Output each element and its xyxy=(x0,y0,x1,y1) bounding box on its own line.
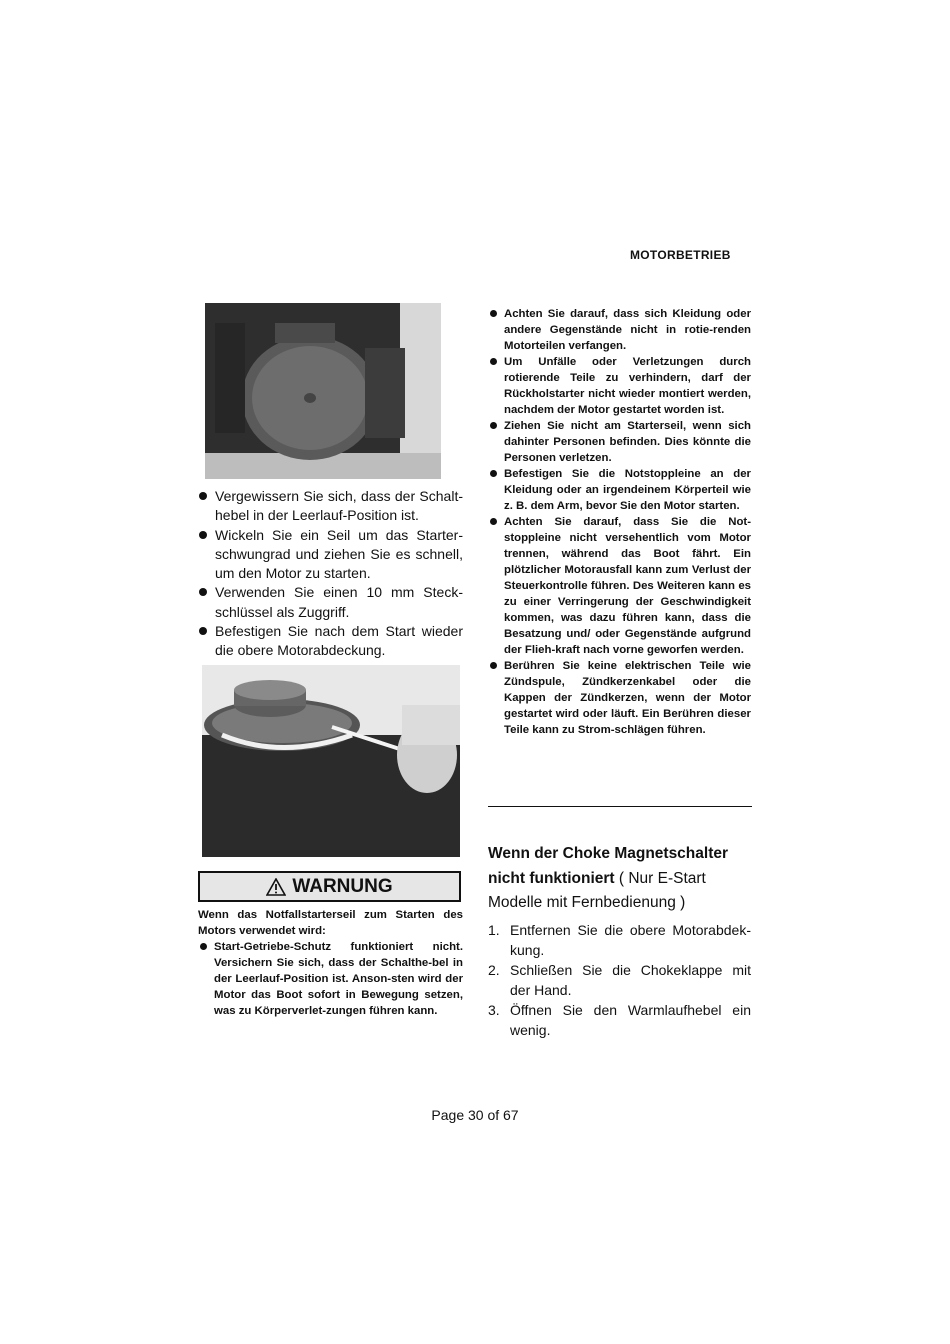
subsection-note: ( Nur E-Start Modelle mit Fernbedienung ) xyxy=(488,869,706,911)
list-item: Berühren Sie keine elektrischen Teile wie Zündspule, Zündkerzenkabel oder die Kappen der Zündkerzen, wenn der Motor gestartet wird oder läuft. Ein Berühren dieser Teile kann zu Strom-schlägen führen. xyxy=(488,658,751,738)
list-item: Um Unfälle oder Verletzungen durch rotierende Teile zu verhindern, darf der Rückholstarter nicht wieder montiert werden, nachdem der Motor gestartet worden ist. xyxy=(488,354,751,418)
list-item: Ziehen Sie nicht am Starterseil, wenn sich dahinter Personen befinden. Dies könnte die Personen verletzen. xyxy=(488,418,751,466)
list-item: 3. Öffnen Sie den Warmlaufhebel ein wenig. xyxy=(488,1002,751,1038)
list-item: Vergewissern Sie sich, dass der Schalt-hebel in der Leerlauf-Position ist. xyxy=(198,487,463,526)
starter-rope-photo xyxy=(202,665,460,857)
step-number: 3. xyxy=(488,1002,500,1018)
bullet-icon xyxy=(490,662,497,669)
list-item: Befestigen Sie die Notstoppleine an der Kleidung oder an irgendeinem Körperteil wie z. B. dem Arm, bevor Sie den Motor starten. xyxy=(488,466,751,514)
list-item: Achten Sie darauf, dass Sie die Not-stoppleine nicht versehentlich vom Motor trennen, während das Boot fährt. Ein plötzlicher Motorausfall kann zum Verlust der Steuerkontrolle führen. Des Weiteren kann es zu einer Verringerung der Geschwindigkeit kommen, was dazu führen kann, dass die Besatzung und/ oder Gegenstände aufgrund der Flieh-kraft nach vorne geworfen werden. xyxy=(488,514,751,658)
warning-box xyxy=(198,871,461,902)
bullet-icon xyxy=(490,422,497,429)
warning-intro: Wenn das Notfallstarterseil zum Starten des Motors verwendet wird: xyxy=(198,909,463,937)
subsection-title: Wenn der Choke Magnetschalter nicht funktioniert xyxy=(488,845,729,887)
warning-triangle-icon xyxy=(266,878,286,896)
bullet-icon xyxy=(199,492,207,500)
step-number: 1. xyxy=(488,922,500,938)
divider xyxy=(488,806,752,807)
list-item: Achten Sie darauf, dass sich Kleidung oder andere Gegenstände nicht in rotie-renden Motorteilen verfangen. xyxy=(488,306,751,354)
list-item: Verwenden Sie einen 10 mm Steck-schlüssel als Zuggriff. xyxy=(198,583,463,622)
steps-list xyxy=(488,921,751,1041)
bullet-icon xyxy=(490,470,497,477)
bullet-icon xyxy=(490,310,497,317)
list-item: Start-Getriebe-Schutz funktioniert nicht. Versichern Sie sich, dass der Schalthe-bel in der Leerlauf-Position ist. Anson-sten wird der Motor das Boot sofort in Bewegung setzen, was zu Körperverlet-zungen führen kann. xyxy=(198,939,463,1019)
bullet-icon xyxy=(199,627,207,635)
left-instruction-list xyxy=(198,487,463,661)
warning-title: WARNUNG xyxy=(292,875,393,897)
list-item: Wickeln Sie ein Seil um das Starter-schwungrad und ziehen Sie es schnell, um den Motor zu starten. xyxy=(198,526,463,584)
bullet-icon xyxy=(490,518,497,525)
caution-list xyxy=(488,306,751,738)
subsection-heading xyxy=(488,842,758,916)
list-item: 1. Entfernen Sie die obere Motorabdek-kung. xyxy=(488,922,751,958)
warning-text xyxy=(198,907,463,1019)
bullet-icon xyxy=(490,358,497,365)
step-number: 2. xyxy=(488,962,500,978)
engine-photo-top-view xyxy=(205,303,441,479)
section-header: MOTORBETRIEB xyxy=(630,248,731,262)
bullet-icon xyxy=(200,943,207,950)
list-item: 2. Schließen Sie die Chokeklappe mit der Hand. xyxy=(488,962,751,998)
page-number: Page 30 of 67 xyxy=(431,1107,519,1123)
list-item: Befestigen Sie nach dem Start wieder die obere Motorabdeckung. xyxy=(198,622,463,661)
bullet-icon xyxy=(199,588,207,596)
bullet-icon xyxy=(199,531,207,539)
